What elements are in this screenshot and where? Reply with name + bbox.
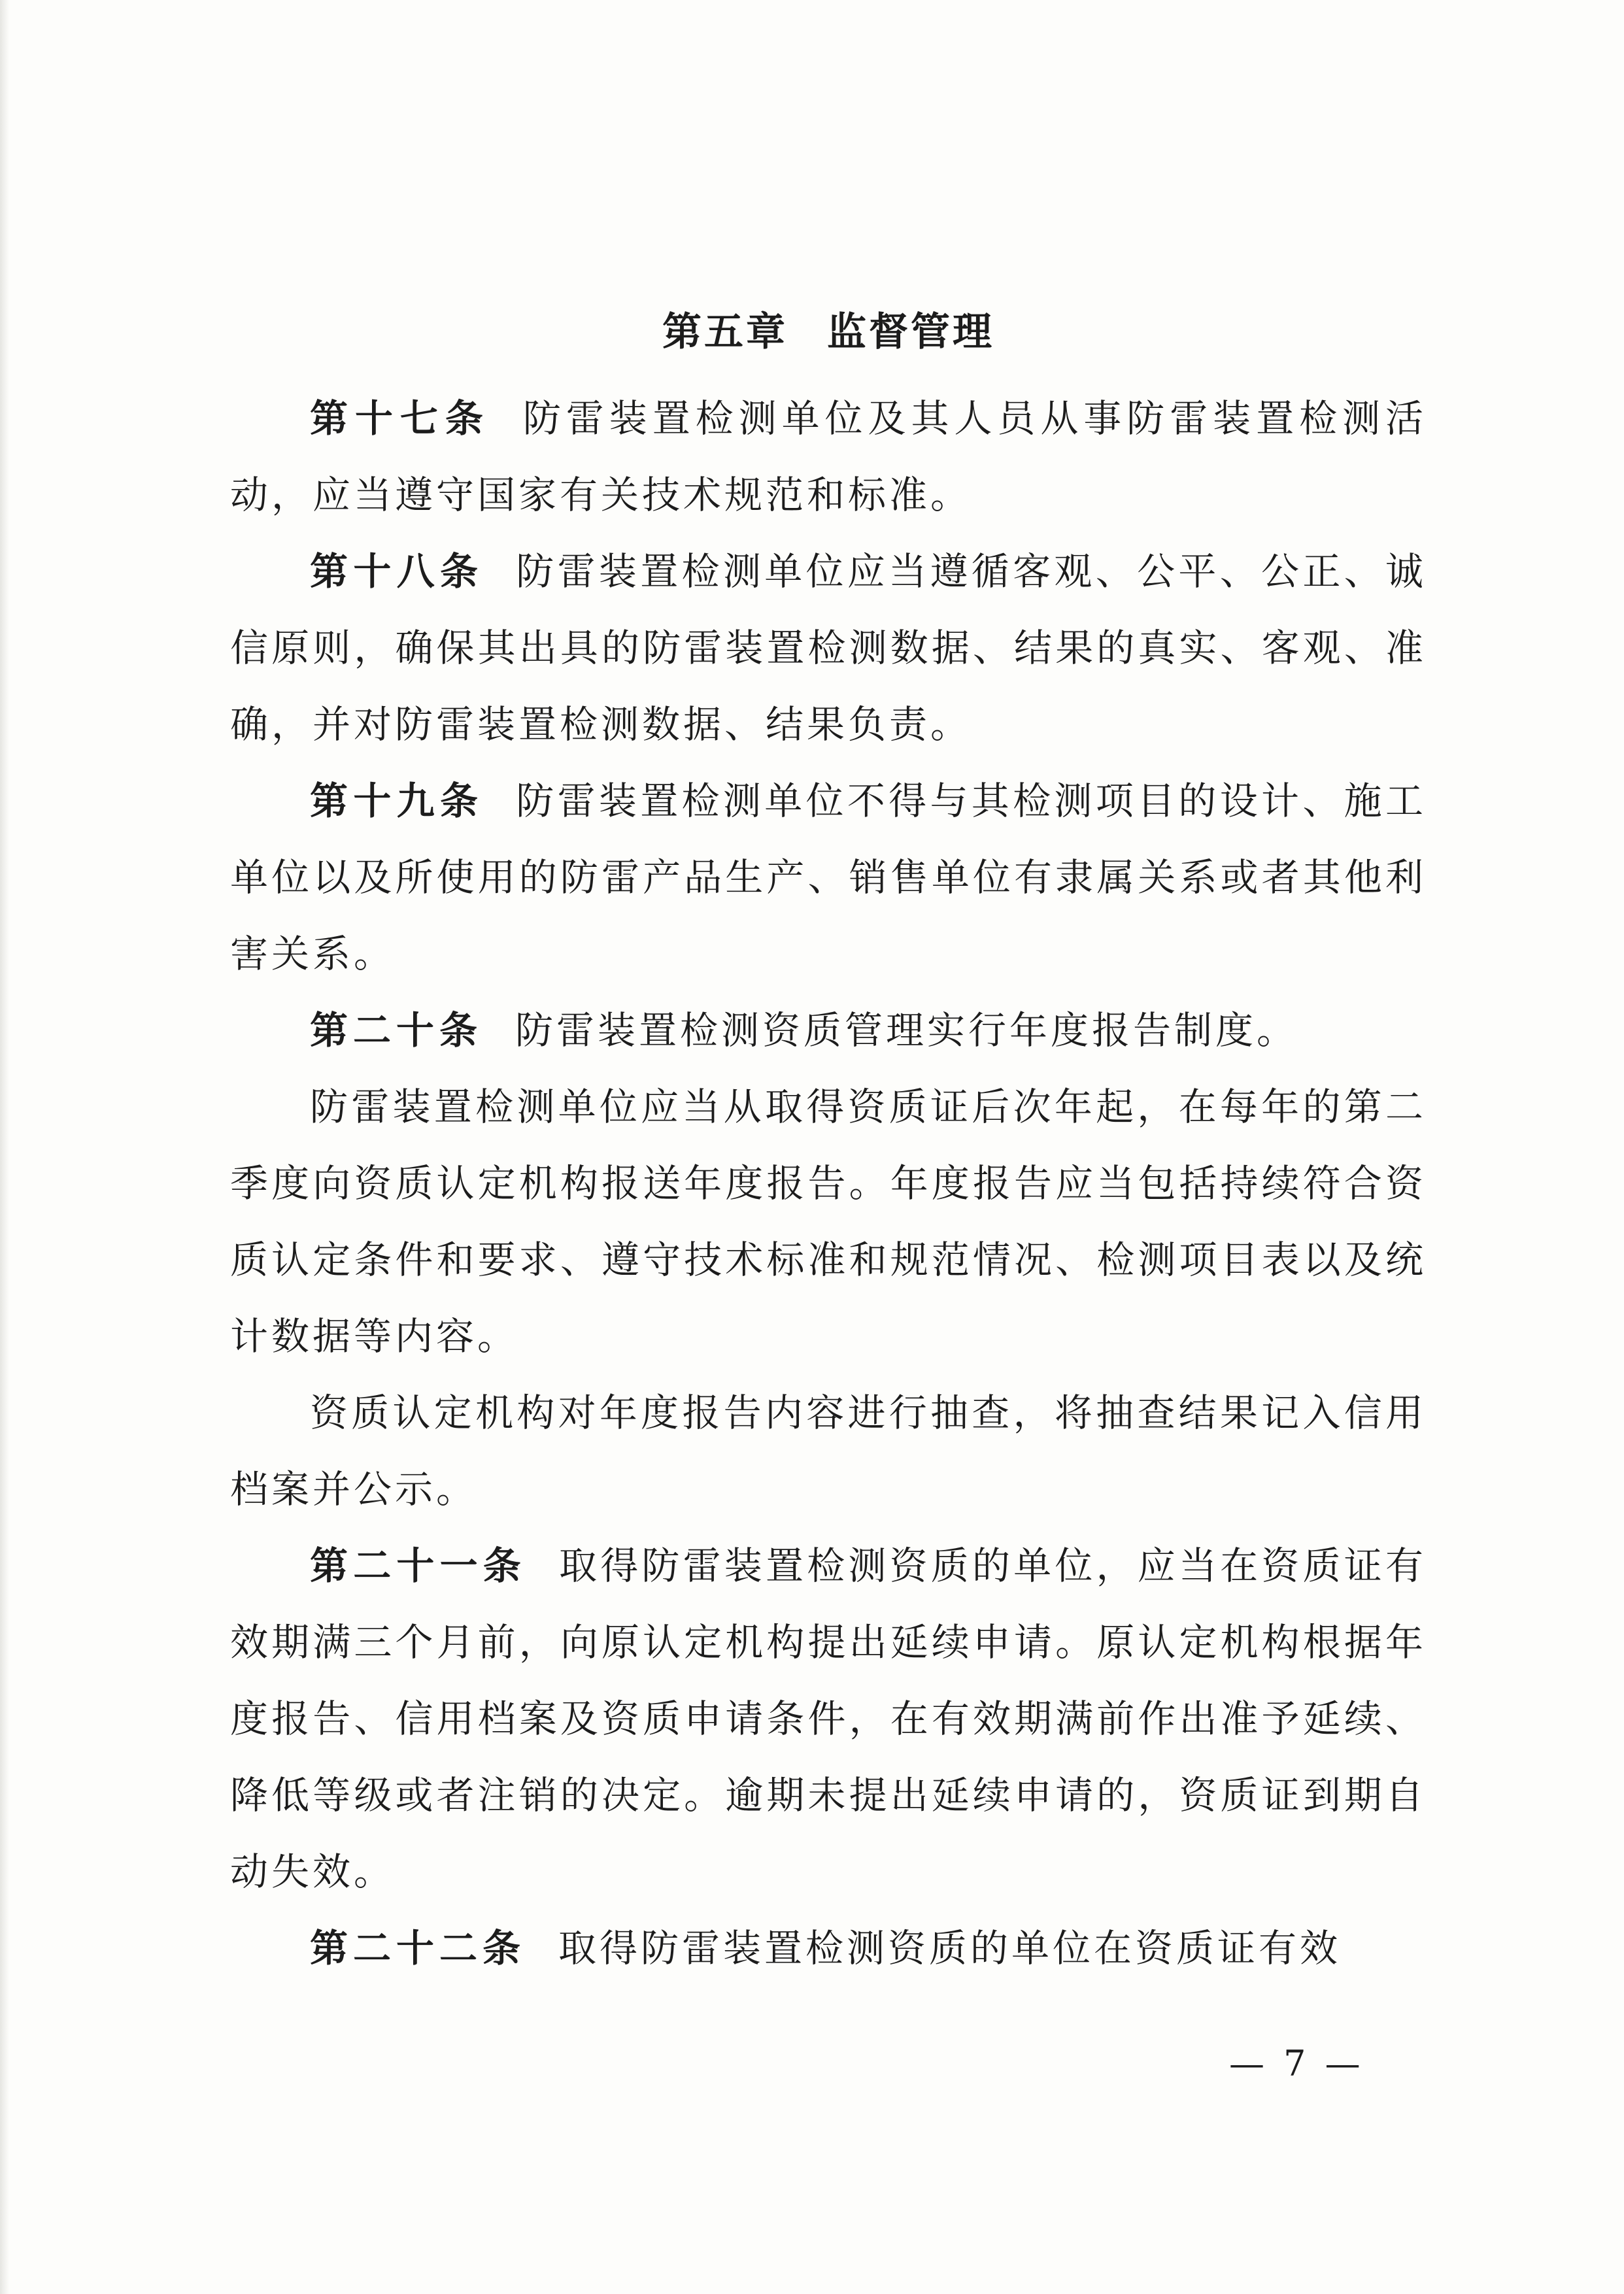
article-paragraph [230, 763, 1427, 992]
article-paragraph [230, 1528, 1427, 1910]
paragraph-text: 防雷装置检测单位应当从取得资质证后次年起，在每年的第二季度向资质认定机构报送年度报告。年度报告应当包括持续符合资质认定条件和要求、遵守技术标准和规范情况、检测项目表以及统计数据等内容。 [230, 1085, 1427, 1358]
article-text: 防雷装置检测资质管理实行年度报告制度。 [515, 1008, 1298, 1053]
page-number: — 7 — [1229, 2043, 1364, 2084]
article-text: 取得防雷装置检测资质的单位在资质证有效 [558, 1926, 1342, 1970]
article-text: 取得防雷装置检测资质的单位，应当在资质证有效期满三个月前，向原认定机构提出延续申请。原认定机构根据年度报告、信用档案及资质申请条件，在有效期满前作出准予延续、降低等级或者注销的决定。逾期未提出延续申请的，资质证到期自动失效。 [230, 1543, 1427, 1894]
article-heading: 第十七条 [310, 396, 490, 441]
scan-edge [0, 0, 9, 2294]
chapter-title [230, 293, 1427, 371]
article-heading: 第十九条 [310, 779, 484, 823]
document-page [230, 293, 1427, 1987]
article-paragraph [230, 380, 1427, 533]
article-heading: 第二十条 [310, 1008, 483, 1053]
article-text: 防雷装置检测单位及其人员从事防雷装置检测活动，应当遵守国家有关技术规范和标准。 [230, 396, 1427, 517]
article-paragraph [230, 533, 1427, 763]
body-paragraph [230, 1375, 1427, 1528]
chapter-name: 监督管理 [827, 309, 994, 355]
article-paragraph [230, 992, 1427, 1069]
article-heading: 第二十一条 [310, 1543, 526, 1588]
chapter-number: 第五章 [662, 309, 788, 355]
article-text: 防雷装置检测单位应当遵循客观、公平、公正、诚信原则，确保其出具的防雷装置检测数据、结果的真实、客观、准确，并对防雷装置检测数据、结果负责。 [230, 549, 1427, 747]
article-paragraph [230, 1910, 1427, 1987]
article-heading: 第二十二条 [310, 1926, 526, 1970]
article-text: 防雷装置检测单位不得与其检测项目的设计、施工单位以及所使用的防雷产品生产、销售单位有隶属关系或者其他利害关系。 [230, 779, 1427, 976]
paragraph-text: 资质认定机构对年度报告内容进行抽查，将抽查结果记入信用档案并公示。 [230, 1391, 1427, 1511]
article-heading: 第十八条 [310, 549, 484, 594]
body-paragraph [230, 1069, 1427, 1375]
